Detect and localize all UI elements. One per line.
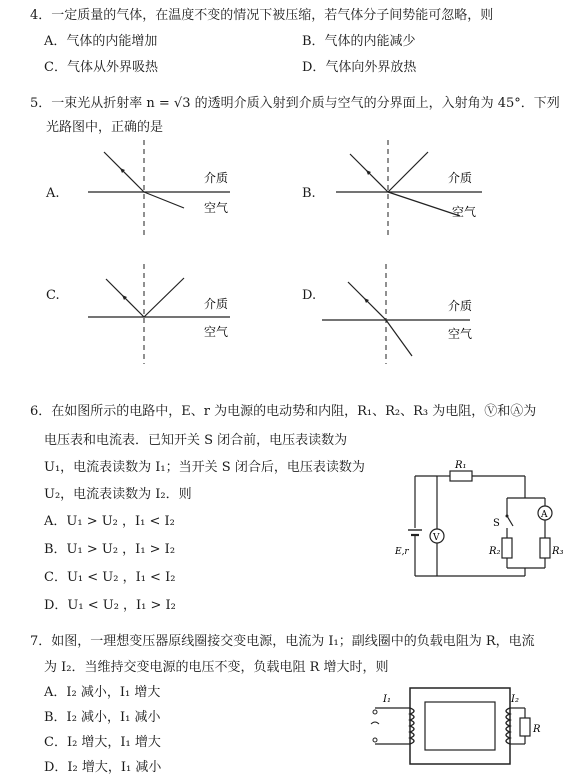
i1-label: I₁	[383, 694, 391, 705]
q6-option-a[interactable]: A．U₁ > U₂ ，I₁ < I₂	[44, 514, 175, 529]
q7-option-d[interactable]: D．I₂ 增大，I₁ 减小	[44, 760, 162, 775]
q7-stem-line2: 为 I₂．当维持交变电源的电压不变，负载电阻 R 增大时，则	[44, 660, 389, 675]
ac-source-icon	[371, 722, 379, 724]
q5-fig-a-letter[interactable]: A.	[46, 186, 60, 201]
r2-label: R₂	[489, 546, 501, 557]
q6-stem-line4: U₂，电流表读数为 I₂．则	[44, 487, 192, 502]
q5-fig-b-medium: 介质	[448, 171, 473, 185]
q7-transformer-diagram	[365, 682, 550, 772]
q4-option-c[interactable]: C．气体从外界吸热	[44, 60, 158, 75]
q5-fig-c-medium: 介质	[204, 297, 229, 311]
switch-s	[507, 516, 513, 526]
q5-figure-c	[80, 264, 250, 364]
q5-fig-d-letter[interactable]: D.	[302, 288, 317, 303]
q5-fig-c-letter[interactable]: C.	[46, 288, 60, 303]
q5-stem-line1: 5．一束光从折射率 n = √3 的透明介质入射到介质与空气的分界面上，入射角为 45°．下列	[30, 96, 560, 111]
secondary-coil	[506, 708, 510, 744]
r1-resistor	[450, 471, 472, 481]
q5-fig-b-air: 空气	[452, 205, 477, 219]
q4-option-d[interactable]: D．气体向外界放热	[302, 60, 417, 75]
q6-option-c[interactable]: C．U₁ < U₂ ，I₁ < I₂	[44, 570, 176, 585]
q5-figure-d	[320, 264, 500, 364]
i2-label: I₂	[511, 694, 519, 705]
r-label: R	[533, 724, 541, 735]
r3-resistor	[540, 538, 550, 558]
q5-fig-b-letter[interactable]: B.	[302, 186, 316, 201]
source-label: E,r	[395, 547, 409, 557]
q7-option-c[interactable]: C．I₂ 增大，I₁ 增大	[44, 735, 161, 750]
q5-figure-a	[80, 140, 250, 235]
q4-option-a[interactable]: A．气体的内能增加	[44, 34, 158, 49]
q6-stem-line2: 电压表和电流表．已知开关 S 闭合前，电压表读数为	[44, 433, 348, 448]
q6-option-d[interactable]: D．U₁ < U₂ ，I₁ > I₂	[44, 598, 176, 613]
q6-stem-line1: 6．在如图所示的电路中，E、r 为电源的电动势和内阻，R₁、R₂、R₃ 为电阻，Ⓥ和Ⓐ为	[30, 404, 537, 419]
load-resistor	[520, 718, 530, 736]
r1-label: R₁	[455, 460, 467, 471]
q7-option-a[interactable]: A．I₂ 减小，I₁ 增大	[44, 685, 161, 700]
q5-fig-a-medium: 介质	[204, 171, 229, 185]
q5-fig-a-air: 空气	[204, 201, 229, 215]
q6-stem-line3: U₁，电流表读数为 I₁；当开关 S 闭合后，电压表读数为	[44, 460, 365, 475]
q5-fig-c-air: 空气	[204, 325, 229, 339]
q5-fig-d-medium: 介质	[448, 299, 473, 313]
q6-option-b[interactable]: B．U₁ > U₂ ，I₁ > I₂	[44, 542, 176, 557]
q5-fig-d-air: 空气	[448, 327, 473, 341]
ammeter-label: A	[541, 510, 548, 520]
r2-resistor	[502, 538, 512, 558]
q7-option-b[interactable]: B．I₂ 减小，I₁ 减小	[44, 710, 161, 725]
q4-option-b[interactable]: B．气体的内能减少	[302, 34, 416, 49]
q5-figure-b	[330, 140, 510, 235]
primary-coil	[410, 708, 414, 744]
switch-label: S	[493, 518, 500, 529]
q4-stem: 4．一定质量的气体，在温度不变的情况下被压缩，若气体分子间势能可忽略，则	[30, 8, 494, 23]
voltmeter-label: V	[433, 533, 440, 543]
q5-stem-line2: 光路图中，正确的是	[46, 120, 164, 135]
q6-circuit-diagram	[395, 458, 565, 583]
q7-stem-line1: 7．如图，一理想变压器原线圈接交变电源，电流为 I₁；副线圈中的负载电阻为 R，电流	[30, 634, 535, 649]
r3-label: R₃	[552, 546, 564, 557]
